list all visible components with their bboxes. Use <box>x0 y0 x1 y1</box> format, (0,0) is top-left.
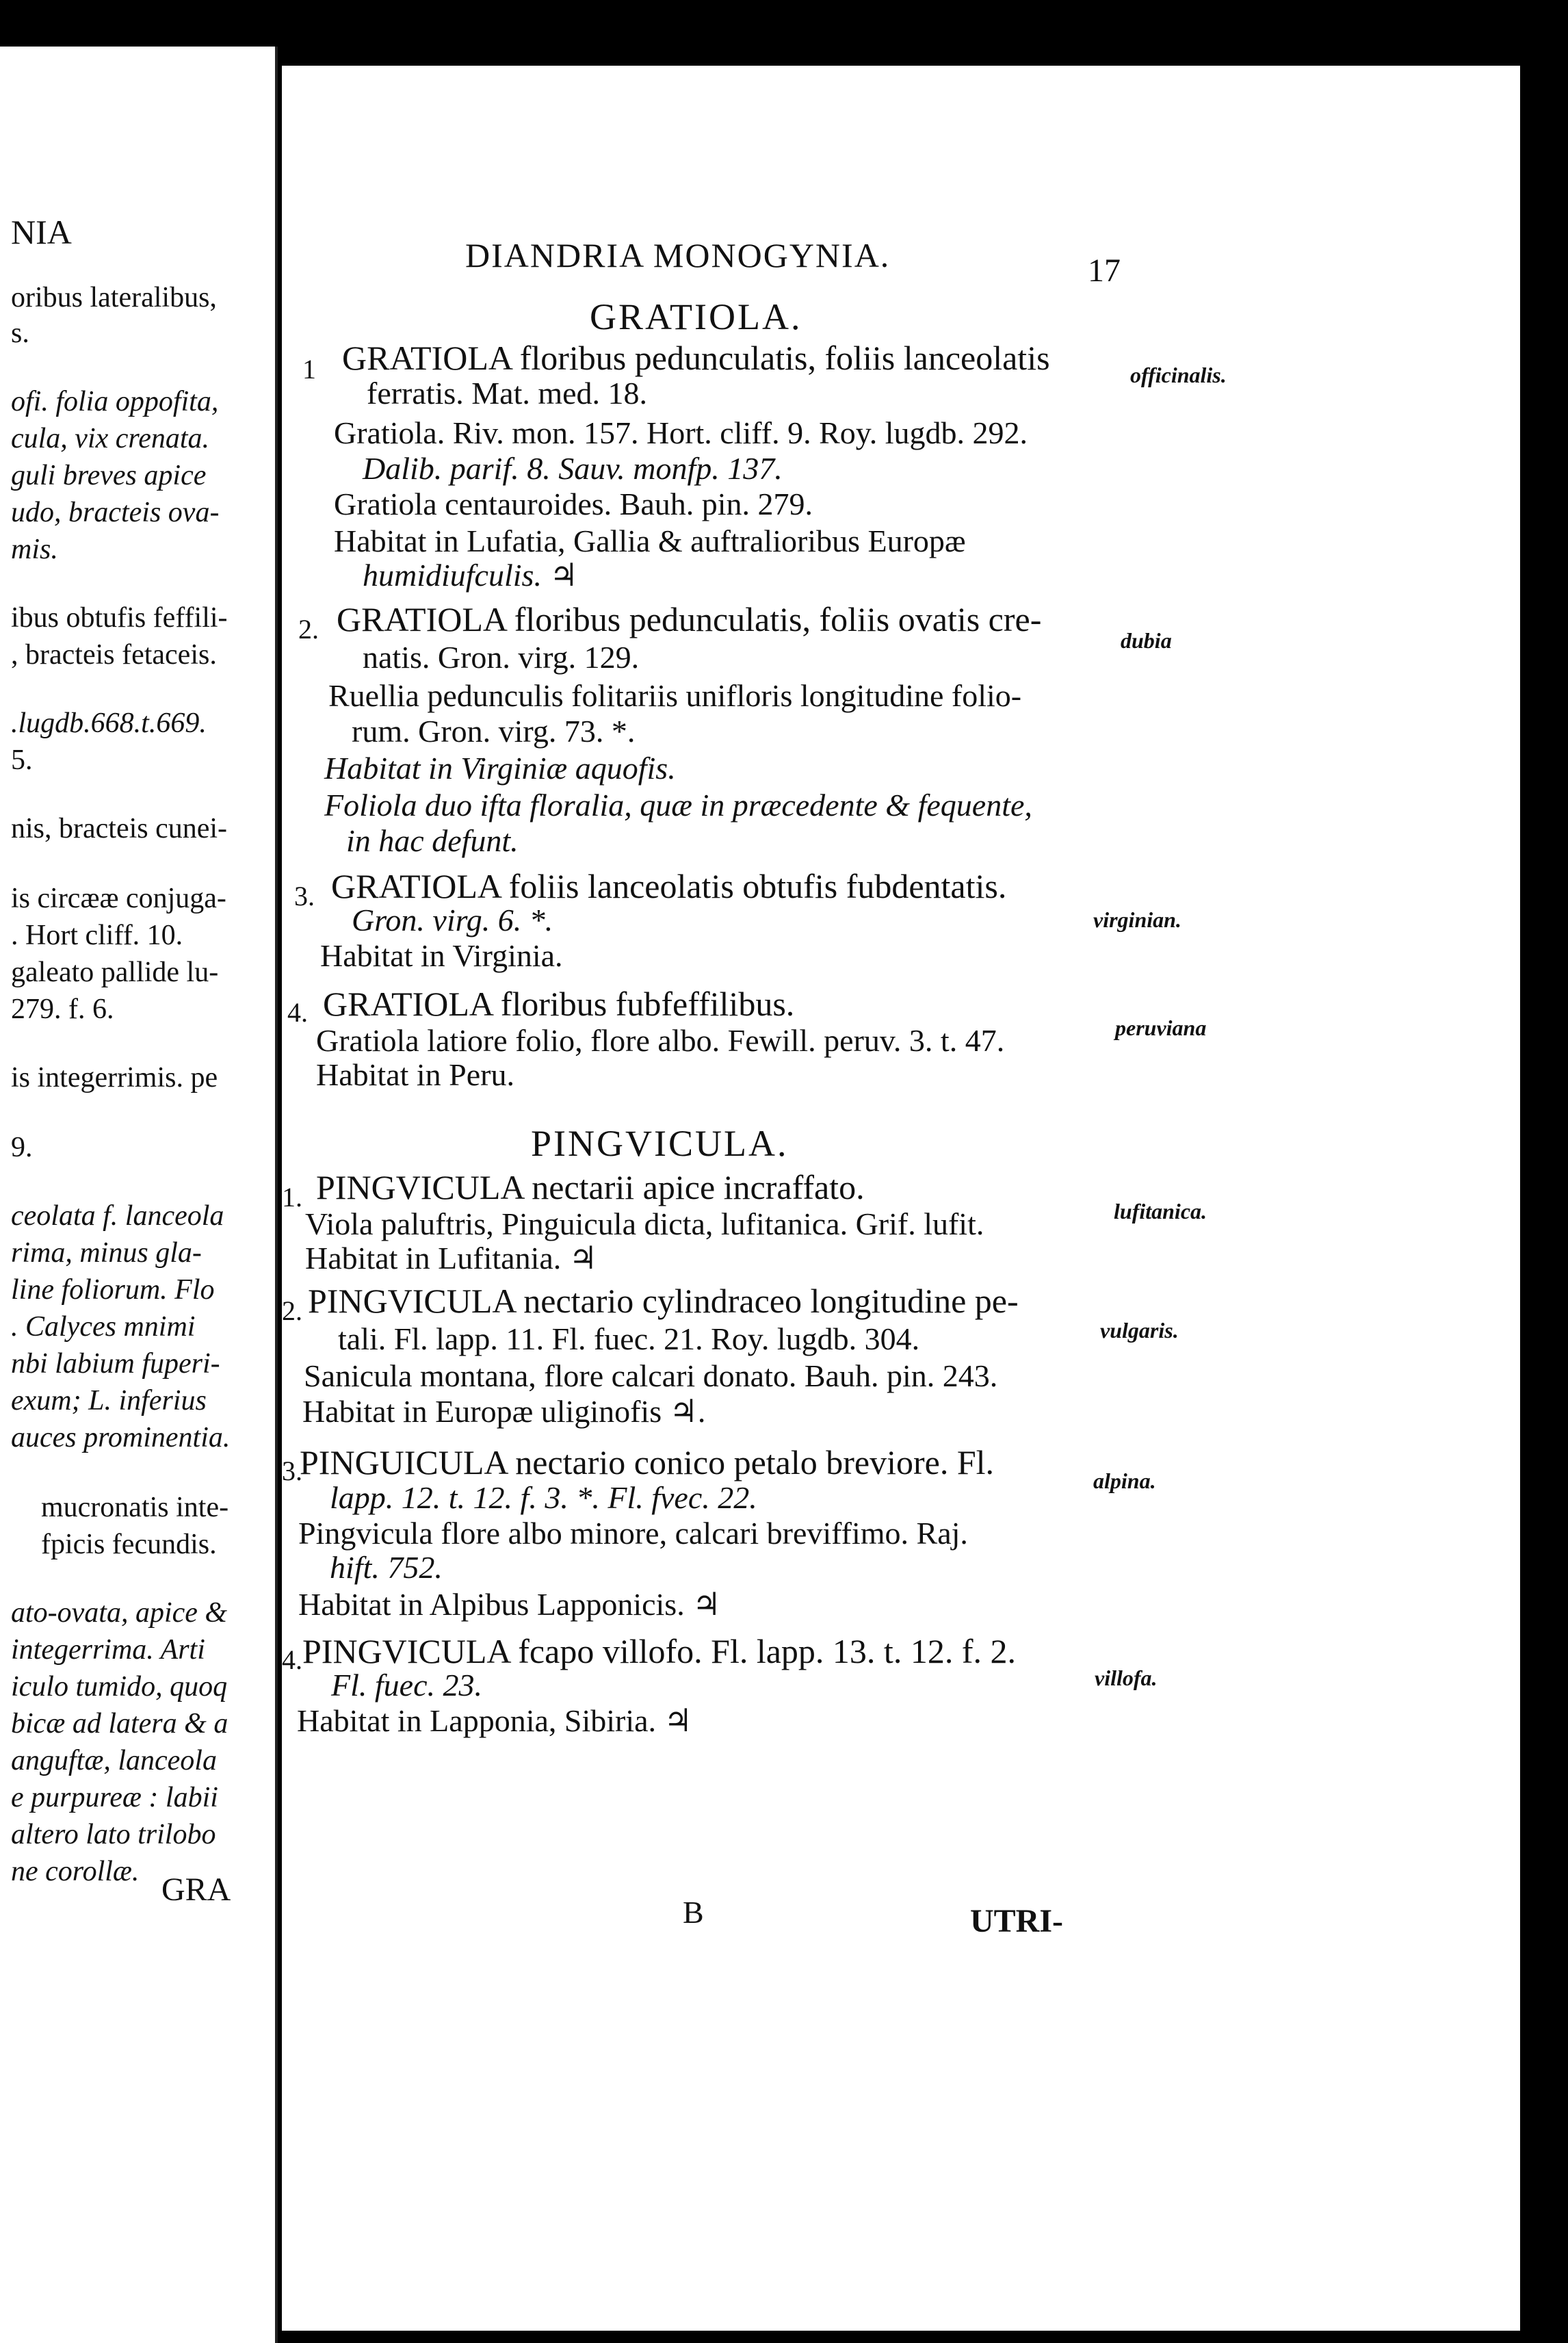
entry-line: Habitat in Lapponia, Sibiria. ♃ <box>297 1703 692 1738</box>
left-line: is circææ conjuga- <box>11 883 226 914</box>
entry-line: Dalib. parif. 8. Sauv. monfp. 137. <box>363 451 783 486</box>
left-line: udo, bracteis ova- <box>11 497 220 528</box>
catchword: UTRI- <box>970 1903 1064 1939</box>
left-line: 5. <box>11 745 33 776</box>
entry-line: natis. Gron. virg. 129. <box>363 640 640 675</box>
entry-line: Foliola duo ifta floralia, quæ in præcedente & fequente, <box>324 788 1032 823</box>
left-line: mucronatis inte- <box>41 1492 229 1523</box>
left-line: cula, vix crenata. <box>11 423 210 454</box>
right-page <box>282 66 1520 2331</box>
left-line: line foliorum. Flo <box>11 1274 215 1306</box>
entry-line: Ruellia pedunculis folitariis unifloris longitudine folio- <box>328 678 1022 713</box>
trivial-name: officinalis. <box>1130 363 1227 387</box>
entry-line: in hac defunt. <box>346 823 519 858</box>
left-line: rima, minus gla- <box>11 1237 202 1269</box>
left-line: nbi labium fuperi- <box>11 1348 220 1380</box>
entry-line: PINGUICULA nectario conico petalo breviore. Fl. <box>300 1443 995 1481</box>
genus-heading: GRATIOLA. <box>590 296 802 337</box>
genus-heading: PINGVICULA. <box>531 1123 789 1164</box>
left-line: mis. <box>11 534 58 565</box>
entry-line: humidiufculis. ♃ <box>363 558 578 593</box>
left-line: s. <box>11 318 29 349</box>
entry-line: Habitat in Virginia. <box>320 938 563 973</box>
entry-line: Gratiola latiore folio, flore albo. Fewill. peruv. 3. t. 47. <box>316 1023 1005 1058</box>
entry-line: Gron. virg. 6. *. <box>352 903 553 937</box>
entry-line: Viola paluftris, Pinguicula dicta, lufitanica. Grif. lufit. <box>305 1206 984 1241</box>
left-line: , bracteis fetaceis. <box>11 639 217 671</box>
entry-line: Habitat in Europæ uliginofis ♃. <box>302 1394 706 1429</box>
entry-line: PINGVICULA nectarii apice incraffato. <box>316 1168 865 1206</box>
left-line: bicæ ad latera & a <box>11 1708 228 1739</box>
left-line: 9. <box>11 1132 33 1163</box>
entry-line: Habitat in Lufatia, Gallia & auftralioribus Europæ <box>334 523 966 558</box>
left-line: 279. f. 6. <box>11 994 114 1025</box>
left-line: guli breves apice <box>11 460 207 491</box>
trivial-name: dubia <box>1121 628 1172 653</box>
entry-line: Habitat in Virginiæ aquofis. <box>324 751 676 786</box>
left-line: .lugdb.668.t.669. <box>11 708 207 739</box>
entry-line: hift. 752. <box>330 1550 443 1585</box>
left-catchword: GRA <box>161 1872 231 1908</box>
left-line: ceolata f. lanceola <box>11 1200 224 1232</box>
entry-line: GRATIOLA foliis lanceolatis obtufis fubdentatis. <box>331 867 1007 905</box>
entry-number: 3. <box>282 1455 302 1486</box>
entry-line: Gratiola centauroides. Bauh. pin. 279. <box>334 487 813 521</box>
trivial-name: alpina. <box>1093 1468 1156 1493</box>
running-head: DIANDRIA MONOGYNIA. <box>465 236 891 274</box>
entry-line: Habitat in Lufitania. ♃ <box>305 1241 598 1276</box>
entry-line: PINGVICULA nectario cylindraceo longitudine pe- <box>308 1282 1019 1320</box>
left-line: nis, bracteis cunei- <box>11 813 228 844</box>
left-line: anguftæ, lanceola <box>11 1745 217 1776</box>
entry-line: GRATIOLA floribus pedunculatis, foliis ovatis cre- <box>337 600 1042 638</box>
entry-line: Gratiola. Riv. mon. 157. Hort. cliff. 9. Roy. lugdb. 292. <box>334 415 1028 450</box>
left-line: . Calyces mnimi <box>11 1311 196 1343</box>
left-line: ibus obtufis feffili- <box>11 602 228 634</box>
left-line: ofi. folia oppofita, <box>11 386 219 417</box>
left-line: ne corollæ. <box>11 1856 140 1887</box>
left-line: exum; L. inferius <box>11 1385 207 1416</box>
entry-line: GRATIOLA floribus fubfeffilibus. <box>323 985 795 1023</box>
entry-number: 2. <box>298 614 319 645</box>
left-running-head: NIA <box>11 213 72 251</box>
left-line: auces prominentia. <box>11 1422 231 1453</box>
entry-line: ferratis. Mat. med. 18. <box>367 376 648 411</box>
entry-number: 4. <box>287 997 308 1028</box>
left-line: . Hort cliff. 10. <box>11 920 183 951</box>
trivial-name: lufitanica. <box>1114 1199 1207 1224</box>
left-line: oribus lateralibus, <box>11 282 217 313</box>
left-line: iculo tumido, quoq <box>11 1671 228 1703</box>
entry-number: 4. <box>282 1644 302 1675</box>
left-line: altero lato trilobo <box>11 1819 216 1850</box>
entry-number: 1. <box>282 1182 302 1213</box>
entry-number: 3. <box>294 881 315 911</box>
left-line: integerrima. Arti <box>11 1634 205 1666</box>
left-line: galeato pallide lu- <box>11 957 219 988</box>
entry-number: 2. <box>282 1295 302 1326</box>
entry-line: Habitat in Peru. <box>316 1057 514 1092</box>
entry-number: 1 <box>302 354 316 385</box>
left-line: ato-ovata, apice & <box>11 1597 228 1629</box>
left-page-fragment <box>0 47 278 2343</box>
entry-line: rum. Gron. virg. 73. *. <box>352 714 636 749</box>
entry-line: GRATIOLA floribus pedunculatis, foliis lanceolatis <box>342 339 1050 377</box>
entry-line: Sanicula montana, flore calcari donato. Bauh. pin. 243. <box>304 1358 998 1393</box>
left-line: e purpureæ : labii <box>11 1782 218 1813</box>
page-number: 17 <box>1088 253 1121 289</box>
signature-mark: B <box>683 1895 704 1930</box>
trivial-name: villofa. <box>1095 1666 1158 1690</box>
entry-line: Pingvicula flore albo minore, calcari breviffimo. Raj. <box>298 1516 968 1551</box>
entry-line: lapp. 12. t. 12. f. 3. *. Fl. fvec. 22. <box>330 1480 757 1515</box>
left-line: fpicis fecundis. <box>41 1529 217 1560</box>
trivial-name: vulgaris. <box>1100 1318 1179 1343</box>
entry-line: Fl. fuec. 23. <box>331 1668 482 1703</box>
left-line: is integerrimis. pe <box>11 1062 218 1093</box>
trivial-name: peruviana <box>1115 1015 1207 1040</box>
trivial-name: virginian. <box>1093 907 1181 932</box>
entry-line: tali. Fl. lapp. 11. Fl. fuec. 21. Roy. lugdb. 304. <box>338 1321 920 1356</box>
entry-line: PINGVICULA fcapo villofo. Fl. lapp. 13. t. 12. f. 2. <box>302 1632 1016 1670</box>
entry-line: Habitat in Alpibus Lapponicis. ♃ <box>298 1587 721 1622</box>
